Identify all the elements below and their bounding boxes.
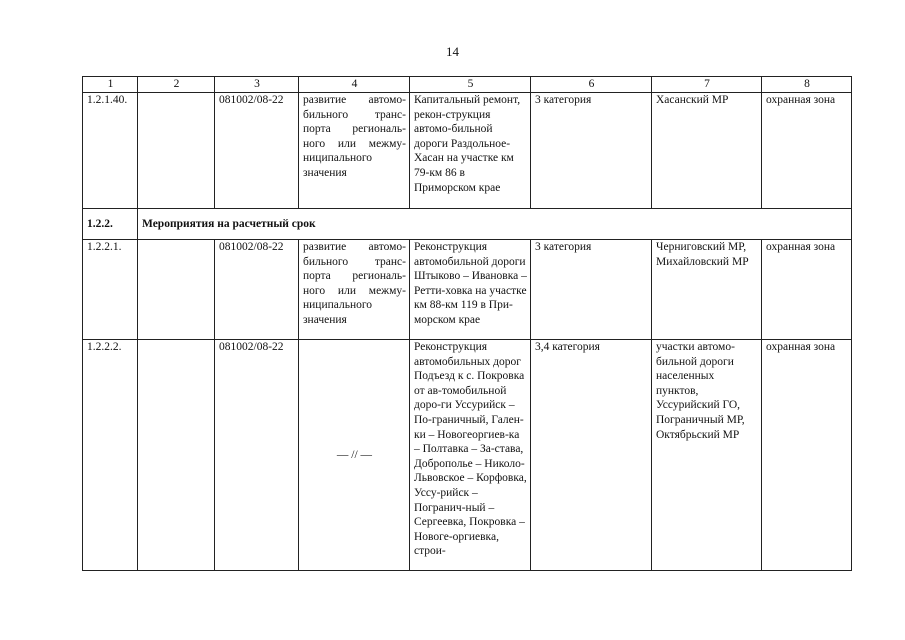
section-id: 1.2.2.	[83, 209, 138, 240]
row-col2	[138, 240, 215, 340]
row-id: 1.2.2.2.	[83, 340, 138, 571]
row-code: 081002/08-22	[215, 240, 299, 340]
header-cell: 3	[215, 77, 299, 93]
row-description: Капитальный ремонт, рекон-струкция автомо-бильной дороги Раздольное-Хасан на участке км 79-км 86 в Приморском крае	[410, 93, 531, 209]
header-cell: 2	[138, 77, 215, 93]
row-location: Хасанский МР	[652, 93, 762, 209]
header-cell: 4	[299, 77, 410, 93]
table-row	[83, 240, 852, 340]
row-purpose-ditto: — // —	[299, 340, 410, 571]
row-location: участки автомо-бильной дороги населенных пунктов, Уссурийский ГО, Пограничный МР, Октябрьский МР	[652, 340, 762, 571]
row-code: 081002/08-22	[215, 340, 299, 571]
row-id: 1.2.2.1.	[83, 240, 138, 340]
row-purpose: развитие автомо-бильного транс-порта региональ-ного или межму-ниципального значения	[299, 93, 410, 209]
header-cell: 1	[83, 77, 138, 93]
row-description: Реконструкция автомобильной дороги Штыково – Ивановка – Ретти-ховка на участке км 88-км 119 в При-морском крае	[410, 240, 531, 340]
row-location: Черниговский МР, Михайловский МР	[652, 240, 762, 340]
row-description: Реконструкция автомобильных дорог Подъезд к с. Покровка от ав-томобильной доро-ги Уссурийск – По-граничный, Гален-ки – Новогеоргиев-ка – Полтавка – За-става, Доброполье – Николо-Львовское – Корфовка, Уссу-рийск – Погранич-ный – Сергеевка, Покровка – Новоге-оргиевка, строи-	[410, 340, 531, 571]
row-category: 3,4 категория	[531, 340, 652, 571]
row-zone: охранная зона	[762, 93, 852, 209]
row-category: 3 категория	[531, 240, 652, 340]
header-cell: 6	[531, 77, 652, 93]
section-row	[83, 209, 852, 240]
row-purpose: развитие автомо-бильного транс-порта региональ-ного или межму-ниципального значения	[299, 240, 410, 340]
section-title: Мероприятия на расчетный срок	[138, 209, 852, 240]
table-header-row	[83, 77, 852, 93]
row-code: 081002/08-22	[215, 93, 299, 209]
row-id: 1.2.1.40.	[83, 93, 138, 209]
table-row	[83, 340, 852, 571]
row-col2	[138, 93, 215, 209]
header-cell: 7	[652, 77, 762, 93]
row-col2	[138, 340, 215, 571]
header-cell: 5	[410, 77, 531, 93]
row-zone: охранная зона	[762, 240, 852, 340]
row-category: 3 категория	[531, 93, 652, 209]
planning-table	[82, 76, 852, 571]
header-cell: 8	[762, 77, 852, 93]
page-number: 14	[446, 44, 459, 59]
row-zone: охранная зона	[762, 340, 852, 571]
table-row	[83, 93, 852, 209]
